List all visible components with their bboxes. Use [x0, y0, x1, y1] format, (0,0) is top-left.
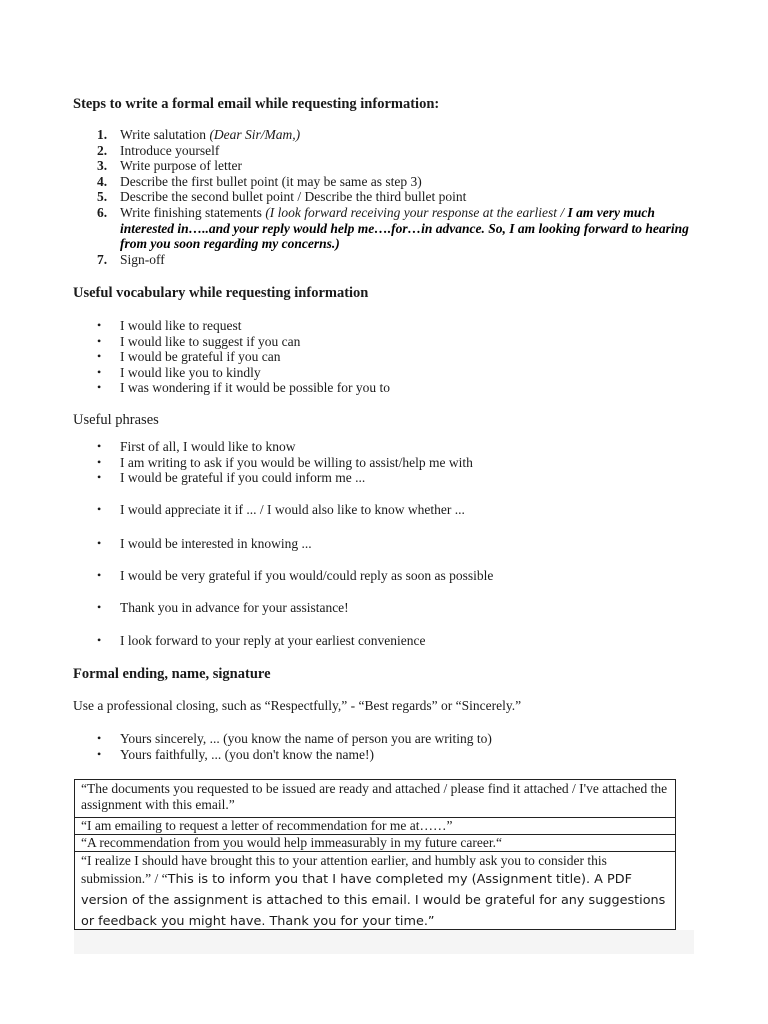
phrase-item: • I am writing to ask if you would be willing to assist/help me with	[73, 455, 473, 471]
example-box: “A recommendation from you would help immeasurably in my future career.“	[75, 835, 675, 852]
example-box: “The documents you requested to be issued are ready and attached / please find it attached / I've attached the assignment with this email.”	[75, 780, 675, 818]
example-box	[75, 852, 675, 930]
phrases-list	[73, 600, 349, 616]
step-item: 1. Write salutation (Dear Sir/Mam,)	[97, 127, 301, 142]
phrases-list	[73, 502, 465, 518]
phrases-list	[73, 536, 312, 552]
closing-item: • Yours sincerely, ... (you know the name of person you are writing to)	[73, 731, 492, 747]
phrases-list	[73, 568, 493, 584]
heading-vocabulary: Useful vocabulary while requesting information	[73, 285, 369, 301]
phrases-list	[73, 633, 426, 649]
phrase-item: • I would be interested in knowing ...	[73, 536, 312, 552]
vocab-item: • I would be grateful if you can	[73, 349, 390, 365]
vocab-item: • I would like you to kindly	[73, 365, 390, 381]
step-item: 7. Sign-off	[97, 251, 165, 267]
example-text: This is to inform you that I have completed my (Assignment title). A PDF version of the assignment is attached to this email. I would be grateful for any suggestions or feedback you might have. Thank you for your time.”	[81, 871, 666, 929]
phrase-item: • I would appreciate it if ... / I would also like to know whether ...	[73, 502, 465, 518]
step-item: 4. Describe the first bullet point (it may be same as step 3)	[97, 173, 422, 189]
phrase-item: • I would be grateful if you could inform me ...	[73, 470, 473, 486]
example-sentences-table	[74, 779, 676, 930]
vocab-item: • I would like to suggest if you can	[73, 334, 390, 350]
vocab-item: • I would like to request	[73, 318, 390, 334]
example-box: “I am emailing to request a letter of recommendation for me at……”	[75, 818, 675, 835]
step-item: 5. Describe the second bullet point / Describe the third bullet point	[97, 189, 467, 205]
step-item: 2. Introduce yourself	[97, 142, 220, 158]
vocab-item: • I was wondering if it would be possible for you to	[73, 380, 390, 396]
phrase-item: • First of all, I would like to know	[73, 439, 473, 455]
phrases-list	[73, 439, 473, 486]
background-shade	[74, 930, 694, 954]
phrase-item: • Thank you in advance for your assistance!	[73, 600, 349, 616]
closing-item: • Yours faithfully, ... (you don't know the name!)	[73, 747, 492, 763]
example-text: “I realize I should have brought this to your attention earlier, and humbly ask you to consider this submission.” / “	[81, 853, 607, 886]
step-item: 6. Write finishing statements (I look forward receiving your response at the earliest / I am very much interested in…..and your reply would help me….for…in advance. So, I am looking forward to hearing from you soon regarding my concerns.)	[97, 204, 689, 252]
heading-formal-ending: Formal ending, name, signature	[73, 666, 271, 682]
phrase-item: • I would be very grateful if you would/could reply as soon as possible	[73, 568, 493, 584]
heading-steps: Steps to write a formal email while requesting information:	[73, 96, 440, 112]
closing-intro: Use a professional closing, such as “Respectfully,” - “Best regards” or “Sincerely.”	[73, 698, 522, 713]
vocabulary-list	[73, 318, 390, 396]
step-item: 3. Write purpose of letter	[97, 158, 243, 174]
closings-list	[73, 731, 492, 762]
phrase-item: • I look forward to your reply at your earliest convenience	[73, 633, 426, 649]
steps-list	[73, 127, 693, 267]
heading-phrases: Useful phrases	[73, 412, 159, 428]
